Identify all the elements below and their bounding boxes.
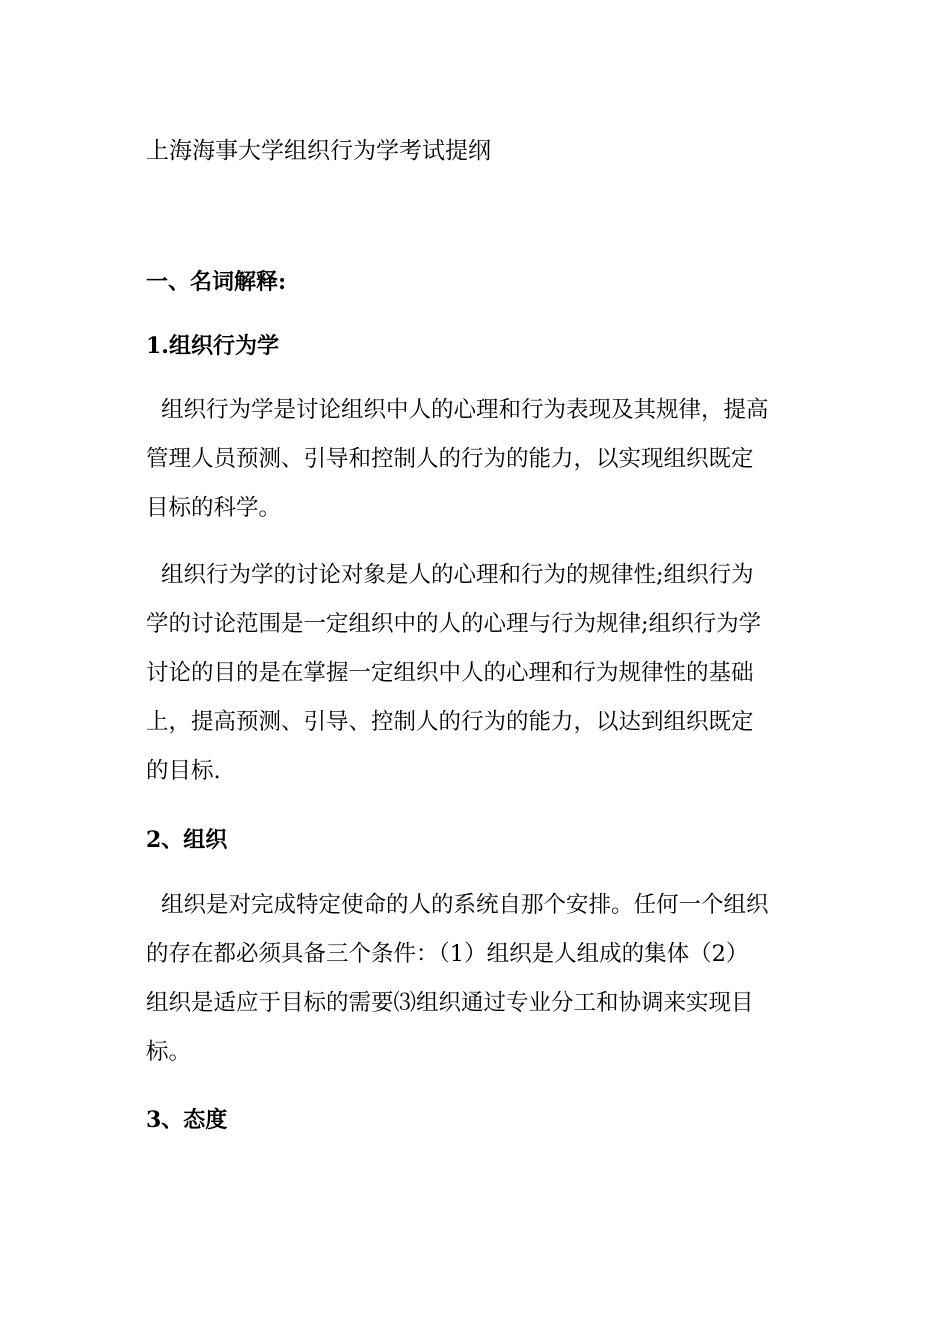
paragraph-line: 组织是对完成特定使命的人的系统自那个安排。任何一个组织 [161, 892, 769, 918]
paragraph-line: 管理人员预测、引导和控制人的行为的能力，以实现组织既定 [146, 446, 754, 472]
paragraph-ob-scope [146, 551, 810, 796]
paragraph-line: 的目标. [146, 758, 221, 784]
paragraph-ob-definition [146, 386, 810, 533]
term-heading-attitude: 3、态度 [146, 1107, 228, 1133]
paragraph-line: 学的讨论范围是一定组织中的人的心理与行为规律;组织行为学 [146, 611, 762, 637]
paragraph-line: 组织是适应于目标的需要⑶组织通过专业分工和协调来实现目 [146, 990, 754, 1016]
paragraph-line: 标。 [146, 1039, 192, 1065]
paragraph-organization-definition [146, 881, 810, 1077]
paragraph-line: 组织行为学的讨论对象是人的心理和行为的规律性;组织行为 [161, 562, 754, 588]
section-heading-glossary: 一、名词解释: [146, 269, 287, 295]
paragraph-line: 讨论的目的是在掌握一定组织中人的心理和行为规律性的基础 [146, 660, 754, 686]
document-title: 上海海事大学组织行为学考试提纲 [146, 138, 491, 164]
paragraph-line: 上，提高预测、引导、控制人的行为的能力，以达到组织既定 [146, 709, 754, 735]
paragraph-line: 的存在都必须具备三个条件：（1）组织是人组成的集体（2） [146, 941, 749, 967]
paragraph-line: 目标的科学。 [146, 495, 282, 521]
paragraph-line: 组织行为学是讨论组织中人的心理和行为表现及其规律，提高 [161, 397, 769, 423]
term-heading-organizational-behavior: 1.组织行为学 [146, 333, 279, 359]
term-heading-organization: 2、组织 [146, 827, 228, 853]
